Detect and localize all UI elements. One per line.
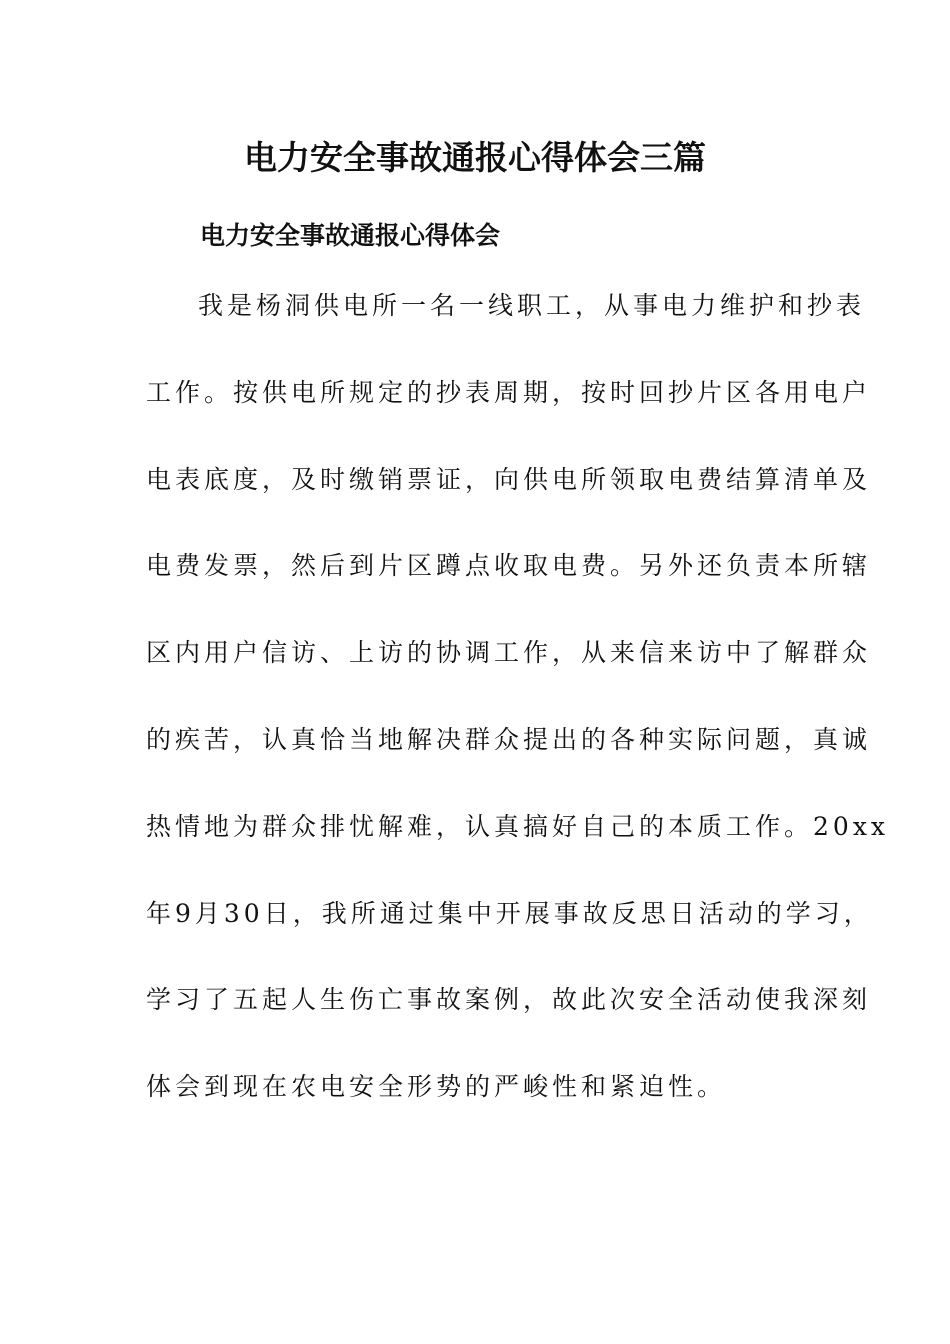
paragraph-line: 工作。按供电所规定的抄表周期，按时回抄片区各用电户 [146,377,872,407]
paragraph-line: 学习了五起人生伤亡事故案例，故此次安全活动使我深刻 [146,985,872,1015]
paragraph-line: 我是杨洞供电所一名一线职工，从事电力维护和抄表 [198,291,866,320]
section-heading: 电力安全事故通报心得体会 [200,221,501,250]
paragraph-line: 年9月30日，我所通过集中开展事故反思日活动的学习， [146,898,873,928]
paragraph-line: 的疾苦，认真恰当地解决群众提出的各种实际问题，真诚 [146,724,872,754]
paragraph-line: 体会到现在农电安全形势的严峻性和紧迫性。 [146,1072,727,1102]
body-paragraph [146,286,890,1154]
paragraph-line: 电费发票，然后到片区蹲点收取电费。另外还负责本所辖 [146,551,872,581]
paragraph-line: 电表底度，及时缴销票证，向供电所领取电费结算清单及 [146,464,872,494]
document-title: 电力安全事故通报心得体会三篇 [244,138,706,177]
paragraph-line: 热情地为群众排忧解难，认真搞好自己的本质工作。20xx [146,811,890,841]
paragraph-line: 区内用户信访、上访的协调工作，从来信来访中了解群众 [146,638,872,668]
